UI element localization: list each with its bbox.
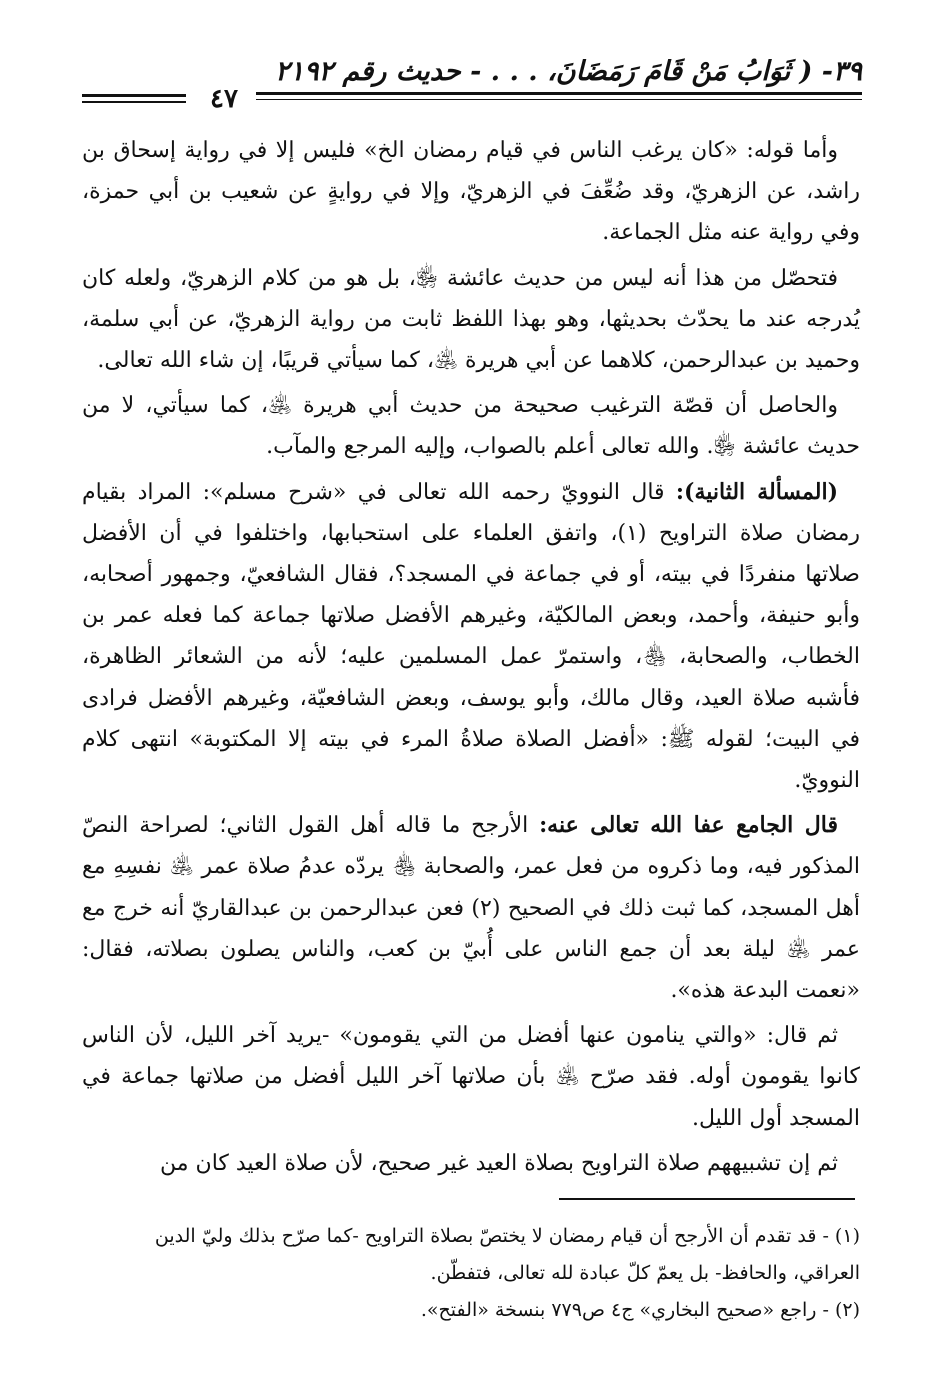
- footnote: (٢) - راجع «صحيح البخاري» ج٤ ص٧٧٩ بنسخة «الفتح».: [420, 1299, 860, 1321]
- paragraph: [82, 130, 860, 254]
- footnote-separator: [559, 1198, 855, 1200]
- paragraph-text: وأما قوله: «كان يرغب الناس في قيام رمضان الخ» فليس إلا في رواية إسحاق بن راشد، عن الزهريّ، وقد ضُعِّفَ في الزهريّ، وإلا في روايةٍ عن شعيب بن أبي حمزة، وفي رواية عنه مثل الجماعة.: [82, 138, 860, 246]
- page-header: [82, 52, 862, 112]
- paragraph: [82, 258, 860, 382]
- header-rule: [256, 92, 862, 95]
- footnotes: [82, 1218, 860, 1329]
- paragraph-text: ثم قال: «والتي ينامون عنها أفضل من التي يقومون» -يريد آخر الليل، لأن الناس كانوا يقومون أوله. فقد صرّح ﵁ بأن صلاتها آخر الليل أفضل من صلاتها جماعة في المسجد أول الليل.: [82, 1023, 860, 1131]
- paragraph: [82, 805, 860, 1011]
- header-rule-thin: [256, 99, 862, 100]
- paragraph-lead: (المسألة الثانية):: [675, 478, 838, 505]
- paragraph: [82, 1015, 860, 1139]
- paragraph-lead: قال الجامع عفا الله تعالى عنه:: [539, 812, 838, 839]
- page-number: ٤٧: [210, 84, 238, 114]
- paragraph-text: والحاصل أن قصّة الترغيب صحيحة من حديث أبي هريرة ﵁، كما سيأتي، لا من حديث عائشة ﵂. والله تعالى أعلم بالصواب، وإليه المرجع والمآب.: [82, 393, 860, 460]
- header-rule-short: [82, 94, 186, 97]
- main-text: [82, 130, 860, 1188]
- footnote: (١) - قد تقدم أن الأرجح أن قيام رمضان لا يختصّ بصلاة التراويح -كما صرّح بذلك وليّ الدين العراقي، والحافظ- بل يعمّ كلّ عبادة لله تعالى، فتفطّن.: [154, 1225, 860, 1284]
- paragraph-text: قال النوويّ رحمه الله تعالى في «شرح مسلم»: المراد بقيام رمضان صلاة التراويح (١)، واتفق العلماء على استحبابها، واختلفوا في أن الأفضل صلاتها منفردًا في بيته، أو في جماعة في المسجد؟، فقال الشافعيّ، وجمهور أصحابه، وأبو حنيفة، وأحمد، وبعض المالكيّة، وغيرهم الأفضل صلاتها جماعة كما فعله عمر بن الخطاب، والصحابة، ﵃، واستمرّ عمل المسلمين عليه؛ لأنه من الشعائر الظاهرة، فأشبه صلاة العيد، وقال مالك، وأبو يوسف، وبعض الشافعيّة، وغيرهم الأفضل فرادى في البيت؛ لقوله ﷺ: «أفضل الصلاة صلاةُ المرء في بيته إلا المكتوبة» انتهى كلام النوويّ.: [82, 479, 860, 794]
- paragraph-text: فتحصّل من هذا أنه ليس من حديث عائشة ﵂، بل هو من كلام الزهريّ، ولعله كان يُدرجه عند ما يحدّث بحديثها، وهو بهذا اللفظ ثابت من رواية الزهريّ، عن أبي سلمة، وحميد بن عبدالرحمن، كلاهما عن أبي هريرة ﵁، كما سيأتي قريبًا، إن شاء الله تعالى.: [82, 265, 860, 374]
- paragraph-text: الأرجح ما قاله أهل القول الثاني؛ لصراحة النصّ المذكور فيه، وما ذكروه من فعل عمر، والصحابة ﵃ يردّه عدمُ صلاة عمر ﵁ نفسِهِ مع أهل المسجد، كما ثبت ذلك في الصحيح (٢) فعن عبدالرحمن بن عبدالقاريّ أنه خرج مع عمر ﵁ ليلة بعد أن جمع الناس على أُبيّ بن كعب، والناس يصلون بصلاته، فقال: «نعمت البدعة هذه».: [82, 813, 861, 1004]
- running-title: ٣٩- ( ثَوَابُ مَنْ قَامَ رَمَضَانَ، . . . - حديث رقم ٢١٩٢: [275, 56, 862, 87]
- paragraph: [82, 1143, 860, 1184]
- paragraph: [82, 472, 860, 802]
- header-rule-short-thin: [82, 101, 186, 103]
- paragraph: [82, 385, 860, 467]
- paragraph-text: ثم إن تشبيههم صلاة التراويح بصلاة العيد غير صحيح، لأن صلاة العيد كان من: [160, 1150, 838, 1176]
